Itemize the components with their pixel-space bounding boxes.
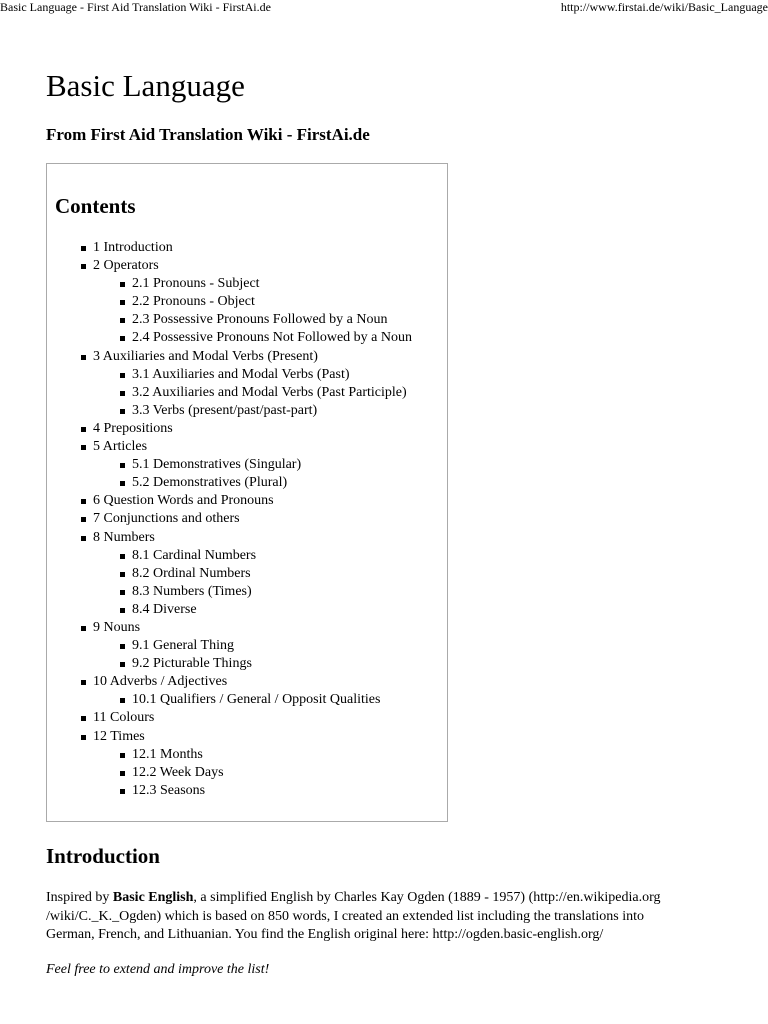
toc-item-label[interactable]: 8.1 Cardinal Numbers bbox=[132, 547, 257, 563]
toc-item-label[interactable]: 2.1 Pronouns - Subject bbox=[132, 276, 260, 292]
toc-title: Contents bbox=[55, 194, 136, 218]
square-bullet-icon bbox=[120, 318, 125, 323]
intro-paragraph bbox=[46, 889, 736, 945]
square-bullet-icon bbox=[81, 735, 86, 740]
page-title: Basic Language bbox=[46, 68, 245, 103]
square-bullet-icon bbox=[81, 427, 86, 432]
toc-item-label[interactable]: 12.1 Months bbox=[132, 746, 203, 762]
toc-item-label[interactable]: 8.2 Ordinal Numbers bbox=[132, 565, 251, 581]
square-bullet-icon bbox=[81, 680, 86, 685]
toc-item-label[interactable]: 8 Numbers bbox=[93, 529, 155, 545]
square-bullet-icon bbox=[120, 336, 125, 341]
toc-item-label[interactable]: 3.3 Verbs (present/past/past-part) bbox=[132, 402, 318, 418]
toc-item-label[interactable]: 8.4 Diverse bbox=[132, 601, 197, 617]
square-bullet-icon bbox=[120, 554, 125, 559]
square-bullet-icon bbox=[120, 391, 125, 396]
toc-item-label[interactable]: 12.3 Seasons bbox=[132, 782, 206, 798]
square-bullet-icon bbox=[120, 300, 125, 305]
square-bullet-icon bbox=[81, 517, 86, 522]
toc-item-label[interactable]: 5.2 Demonstratives (Plural) bbox=[132, 475, 288, 491]
print-header-title: Basic Language - First Aid Translation Wiki - FirstAi.de bbox=[0, 0, 271, 14]
square-bullet-icon bbox=[120, 282, 125, 287]
toc-item-label[interactable]: 12.2 Week Days bbox=[132, 764, 224, 780]
table-of-contents bbox=[46, 163, 448, 822]
intro-line-3: German, French, and Lithuanian. You find the English original here: http://ogden.basic-english.org/ bbox=[46, 927, 604, 942]
toc-item-label[interactable]: 6 Question Words and Pronouns bbox=[93, 493, 274, 509]
square-bullet-icon bbox=[120, 753, 125, 758]
toc-item-label[interactable]: 5.1 Demonstratives (Singular) bbox=[132, 457, 302, 473]
square-bullet-icon bbox=[120, 698, 125, 703]
square-bullet-icon bbox=[120, 373, 125, 378]
square-bullet-icon bbox=[120, 608, 125, 613]
square-bullet-icon bbox=[81, 499, 86, 504]
print-header bbox=[0, 0, 768, 16]
square-bullet-icon bbox=[81, 264, 86, 269]
basic-english-term[interactable]: Basic English bbox=[112, 890, 194, 905]
toc-item-label[interactable]: 9.2 Picturable Things bbox=[132, 656, 252, 672]
toc-item-label[interactable]: 3 Auxiliaries and Modal Verbs (Present) bbox=[93, 348, 318, 364]
toc-item-label[interactable]: 3.1 Auxiliaries and Modal Verbs (Past) bbox=[132, 366, 350, 382]
toc-item-label[interactable]: 9.1 General Thing bbox=[132, 638, 234, 654]
toc-item-label[interactable]: 2.4 Possessive Pronouns Not Followed by a Noun bbox=[132, 330, 413, 346]
toc-item-label[interactable]: 4 Prepositions bbox=[93, 420, 173, 436]
toc-item-label[interactable]: 12 Times bbox=[93, 728, 145, 744]
section-heading-introduction: Introduction bbox=[46, 844, 160, 868]
square-bullet-icon bbox=[120, 409, 125, 414]
toc-item-label[interactable]: 2.3 Possessive Pronouns Followed by a Noun bbox=[132, 312, 388, 328]
intro-italic-note: Feel free to extend and improve the list! bbox=[46, 962, 270, 977]
square-bullet-icon bbox=[81, 246, 86, 251]
square-bullet-icon bbox=[120, 572, 125, 577]
square-bullet-icon bbox=[81, 445, 86, 450]
square-bullet-icon bbox=[81, 716, 86, 721]
square-bullet-icon bbox=[81, 626, 86, 631]
square-bullet-icon bbox=[120, 789, 125, 794]
toc-item-label[interactable]: 10 Adverbs / Adjectives bbox=[93, 674, 228, 690]
toc-item-label[interactable]: 1 Introduction bbox=[93, 240, 173, 255]
square-bullet-icon bbox=[120, 481, 125, 486]
toc-item-label[interactable]: 10.1 Qualifiers / General / Opposit Qualities bbox=[132, 692, 381, 708]
square-bullet-icon bbox=[81, 355, 86, 360]
square-bullet-icon bbox=[120, 644, 125, 649]
square-bullet-icon bbox=[120, 771, 125, 776]
site-subtitle: From First Aid Translation Wiki - FirstAi.de bbox=[46, 125, 370, 144]
toc-item-label[interactable]: 5 Articles bbox=[93, 439, 148, 455]
toc-item-label[interactable]: 2.2 Pronouns - Object bbox=[132, 294, 255, 310]
intro-line-1-pre: Inspired by bbox=[46, 890, 113, 905]
toc-item-label[interactable]: 11 Colours bbox=[93, 710, 155, 726]
square-bullet-icon bbox=[81, 536, 86, 541]
square-bullet-icon bbox=[120, 590, 125, 595]
intro-line-1 bbox=[46, 889, 736, 908]
toc-item-label[interactable]: 2 Operators bbox=[93, 258, 159, 274]
square-bullet-icon bbox=[120, 463, 125, 468]
intro-line-1-post: , a simplified English by Charles Kay Ogden (1889 - 1957) (http://en.wikipedia.org bbox=[193, 890, 661, 905]
square-bullet-icon bbox=[120, 662, 125, 667]
toc-item-label[interactable]: 8.3 Numbers (Times) bbox=[132, 583, 252, 599]
toc-item-label[interactable]: 3.2 Auxiliaries and Modal Verbs (Past Participle) bbox=[132, 384, 407, 400]
intro-line-2: /wiki/C._K._Ogden) which is based on 850 words, I created an extended list including the translations into bbox=[46, 908, 644, 924]
print-header-url: http://www.firstai.de/wiki/Basic_Language bbox=[560, 0, 768, 14]
toc-item-label[interactable]: 9 Nouns bbox=[93, 619, 141, 635]
toc-item-label[interactable]: 7 Conjunctions and others bbox=[93, 511, 240, 527]
